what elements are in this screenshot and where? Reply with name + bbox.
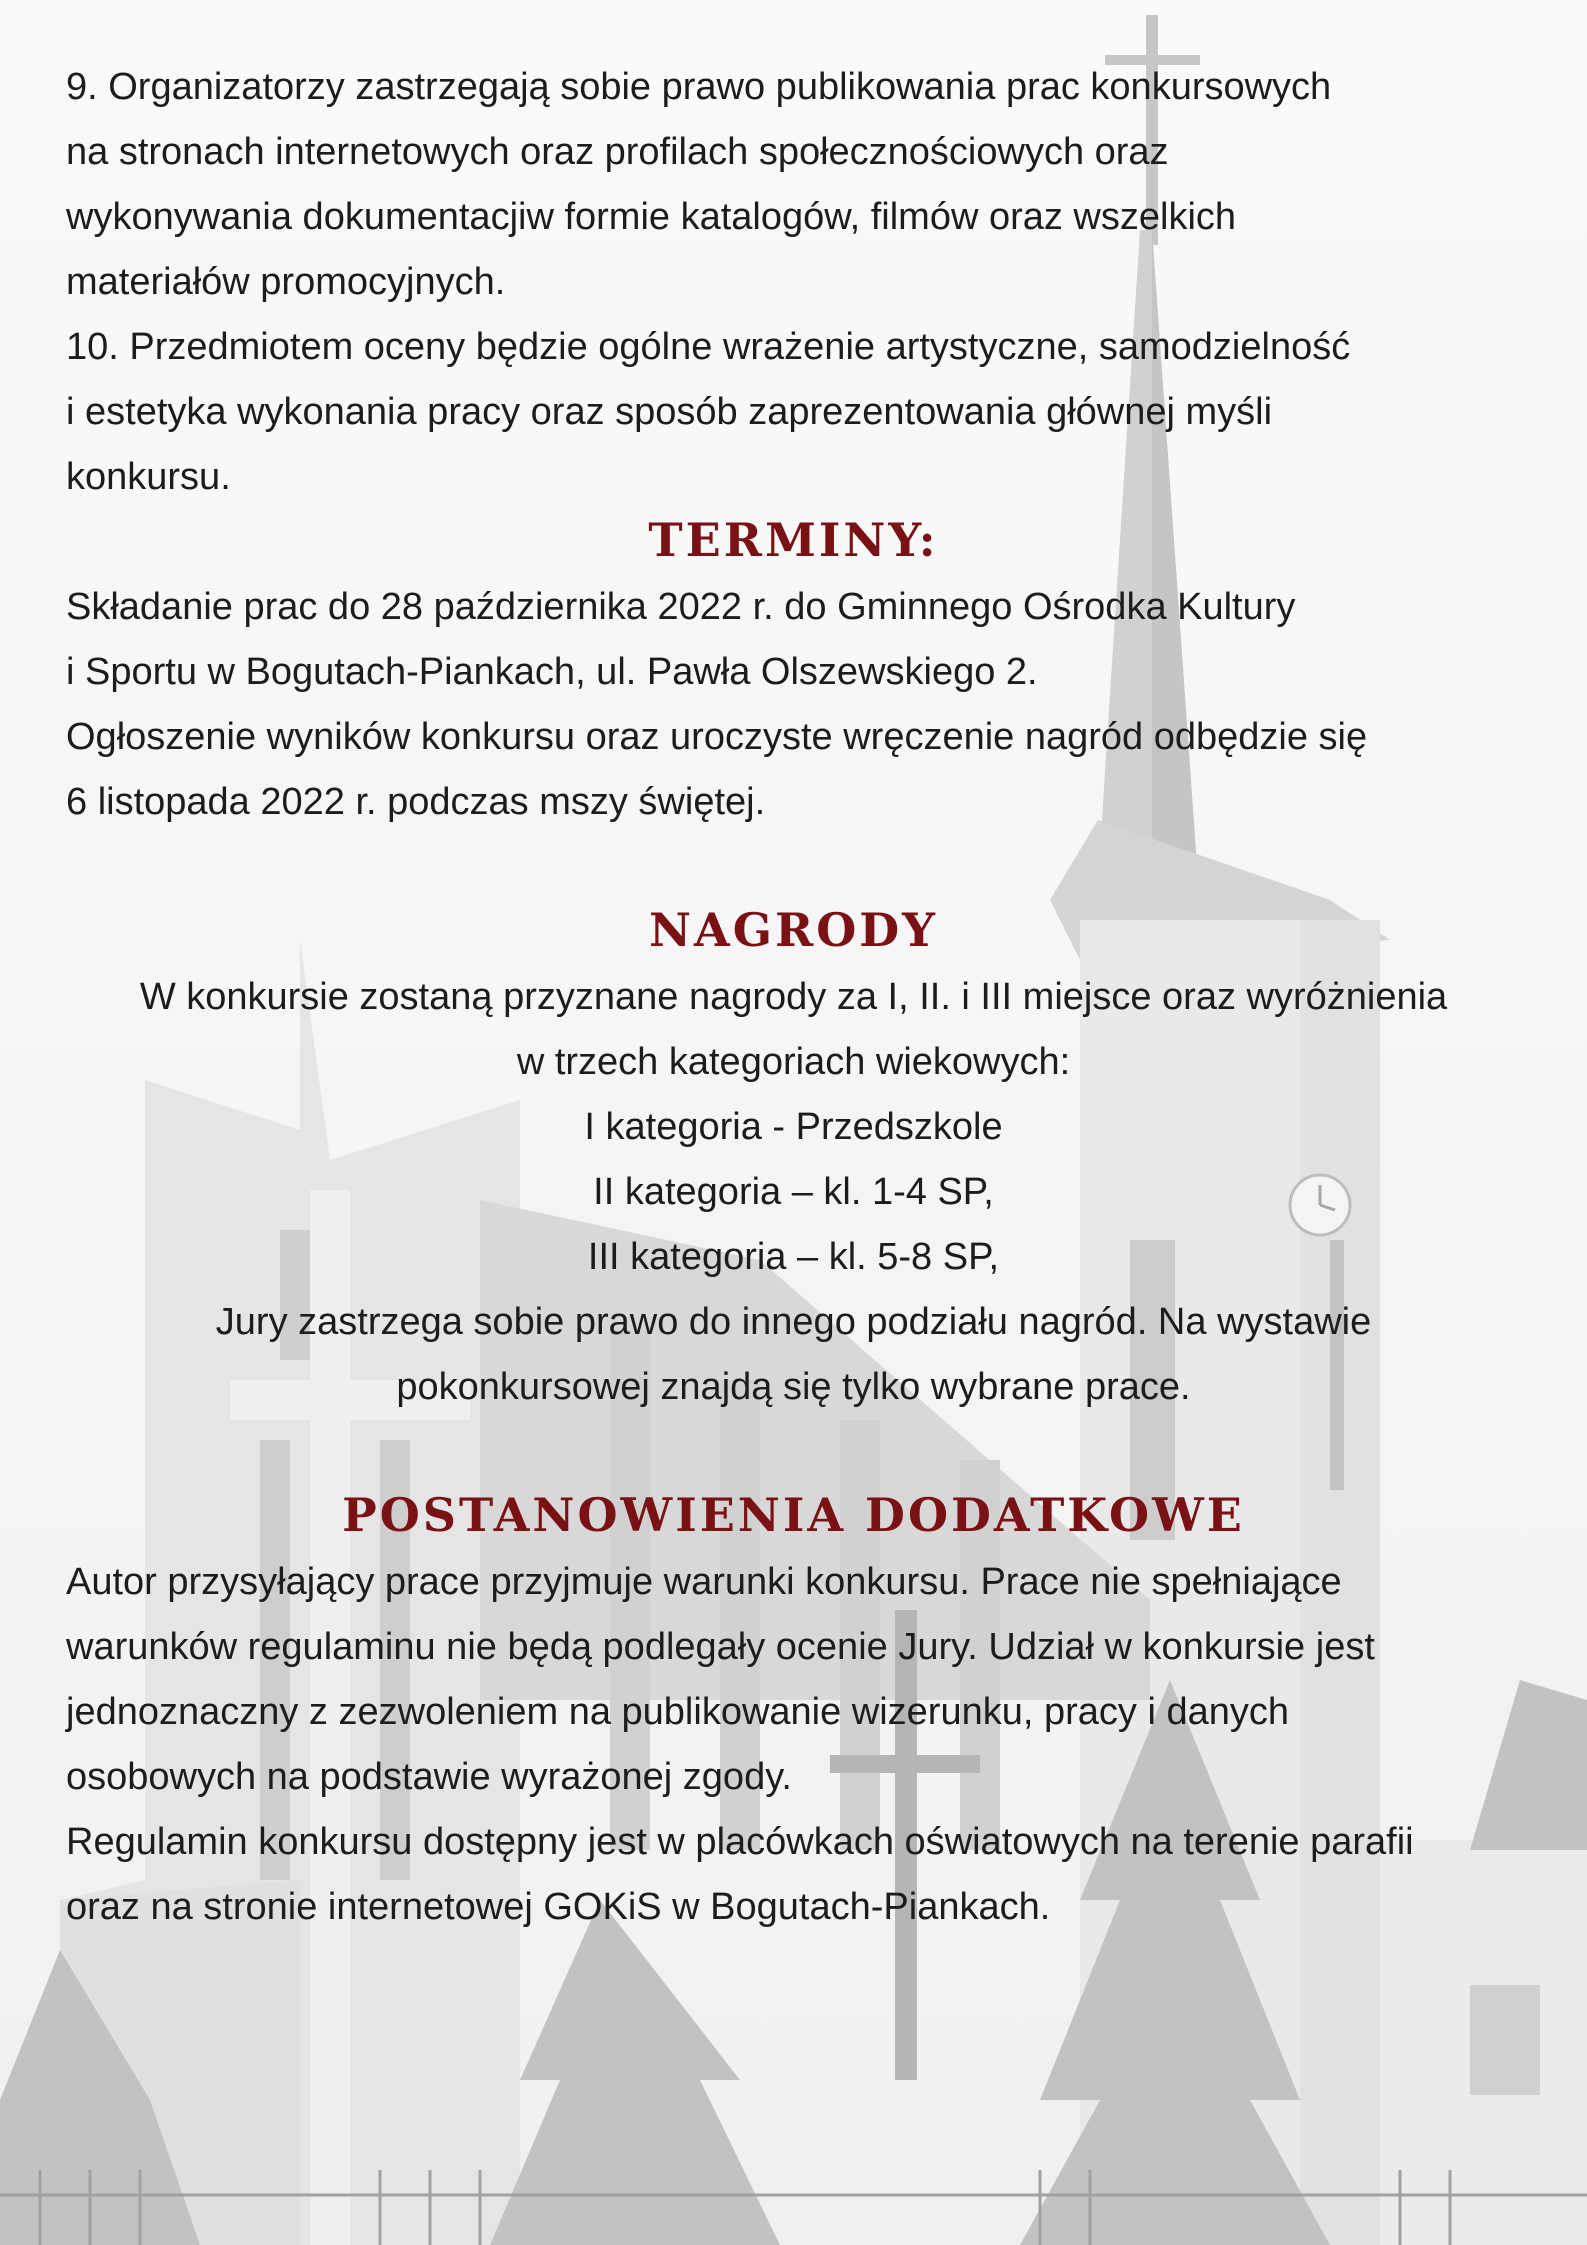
submission-deadline-paragraph: Składanie prac do 28 października 2022 r. do Gminnego Ośrodka Kultury i Sportu w Bogutach-Piankach, ul. Pawła Olszewskiego 2.: [66, 586, 1296, 693]
prizes-line: W konkursie zostaną przyznane nagrody za I, II. i III miejsce oraz wyróżnienia: [139, 976, 1448, 1018]
additional-provisions-paragraph: Autor przysyłający prace przyjmuje warunki konkursu. Prace nie spełniające warunków regulaminu nie będą podlegały ocenie Jury. Udział w konkursie jest jednoznaczny z zezwoleniem na publikowanie wizerunku, pracy i danych osobowych na podstawie wyrażonej zgody.: [66, 1561, 1375, 1798]
regulations-availability-paragraph: Regulamin konkursu dostępny jest w placówkach oświatowych na terenie parafii oraz na stronie internetowej GOKiS w Bogutach-Piankach.: [66, 1821, 1414, 1928]
rule-10-paragraph: 10. Przedmiotem oceny będzie ogólne wrażenie artystyczne, samodzielność i estetyka wykonania pracy oraz sposób zaprezentowania głównej myśli konkursu.: [66, 326, 1351, 498]
nagrody-heading: NAGRODY: [648, 903, 939, 957]
category-line: III kategoria – kl. 5-8 SP,: [587, 1236, 1000, 1278]
results-announcement-paragraph: Ogłoszenie wyników konkursu oraz uroczyste wręczenie nagród odbędzie się 6 listopada 2022 r. podczas mszy świętej.: [66, 716, 1368, 823]
jury-note-line: Jury zastrzega sobie prawo do innego podziału nagród. Na wystawie: [215, 1301, 1372, 1343]
jury-note-line: pokonkursowej znajdą się tylko wybrane prace.: [396, 1366, 1191, 1408]
terminy-heading: TERMINY:: [648, 513, 939, 567]
category-line: II kategoria – kl. 1-4 SP,: [593, 1171, 994, 1213]
prizes-line: w trzech kategoriach wiekowych:: [516, 1041, 1071, 1083]
postanowienia-heading: POSTANOWIENIA DODATKOWE: [342, 1488, 1245, 1542]
category-line: I kategoria - Przedszkole: [584, 1106, 1003, 1148]
rule-9-paragraph: 9. Organizatorzy zastrzegają sobie prawo publikowania prac konkursowych na stronach internetowych oraz profilach społecznościowych oraz wykonywania dokumentacjiw formie katalogów, filmów oraz wszelkich materiałów promocyjnych.: [66, 66, 1332, 303]
